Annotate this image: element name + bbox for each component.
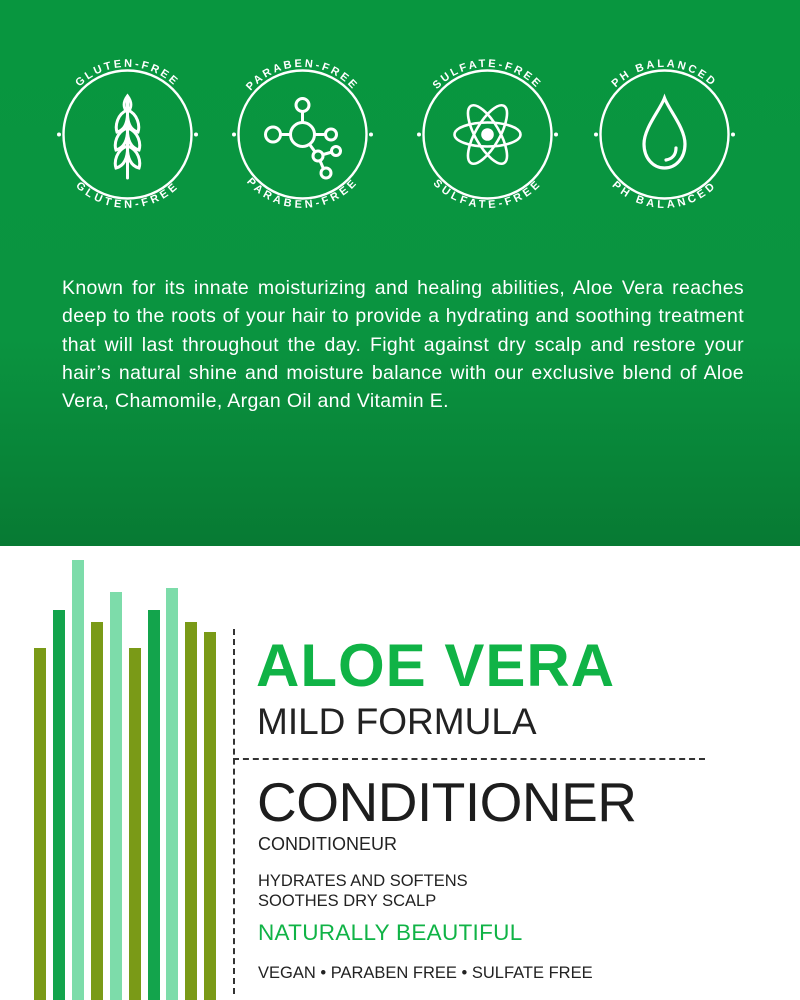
product-title: ALOE VERA [256, 632, 616, 699]
stripe [91, 622, 103, 1000]
water-drop-icon [644, 98, 685, 168]
wheat-icon [115, 96, 139, 178]
atom-icon [455, 100, 521, 169]
benefit-line: SOOTHES DRY SCALP [258, 892, 437, 910]
product-label [0, 546, 800, 1000]
stripe [148, 610, 160, 1000]
paraben-free-badge [220, 52, 385, 217]
vertical-divider [233, 629, 235, 994]
stripe [53, 610, 65, 1000]
svg-text:PARABEN-FREE [244, 58, 361, 93]
benefit-line: HYDRATES AND SOFTENS [258, 872, 468, 890]
svg-text:PH BALANCED [610, 58, 720, 90]
svg-text:PARABEN-FREE [244, 176, 361, 211]
badge-ring-text-top: PH BALANCED [609, 57, 720, 90]
stripe [129, 648, 141, 1000]
badge-ring-text-top: PARABEN-FREE [244, 57, 361, 94]
svg-text:PH BALANCED [610, 179, 720, 211]
stripe [204, 632, 216, 1000]
svg-text:SULFATE-FREE [431, 58, 545, 92]
paraben-free-badge-graphic [220, 52, 385, 217]
svg-text:SULFATE-FREE [431, 177, 545, 211]
product-type: CONDITIONER [257, 771, 637, 833]
stripe [185, 622, 197, 1000]
stripe [34, 648, 46, 1000]
stripe [166, 588, 178, 1000]
badge-ring-text-top: SULFATE-FREE [430, 57, 545, 92]
horizontal-divider [233, 758, 705, 760]
sulfate-free-badge [405, 52, 570, 217]
product-subtitle: MILD FORMULA [257, 701, 537, 742]
gluten-free-badge-graphic [45, 52, 210, 217]
ph-balanced-badge [582, 52, 747, 217]
tagline: NATURALLY BEAUTIFUL [258, 920, 523, 945]
molecule-icon [266, 99, 341, 179]
ph-balanced-badge-graphic [582, 52, 747, 217]
stripe [110, 592, 122, 1000]
gluten-free-badge [45, 52, 210, 217]
badge-ring-text-bottom: PH BALANCED [609, 179, 720, 212]
badge-ring-text-bottom: PARABEN-FREE [244, 175, 361, 212]
svg-text:GLUTEN-FREE [73, 58, 181, 89]
sulfate-free-badge-graphic [405, 52, 570, 217]
stripe [72, 560, 84, 1000]
product-type-french: CONDITIONEUR [258, 834, 397, 854]
product-description: Known for its innate moisturizing and healing abilities, Aloe Vera reaches deep to the roots of your hair to provide a hydrating and soothing treatment that will last throughout the day. Fight against dry scalp and restore your hair’s natural shine and moisture balance with our exclusive blend of Aloe Vera, Chamomile, Argan Oil and Vitamin E. [62, 277, 744, 413]
decorative-stripes [0, 546, 230, 1000]
badge-ring-text-bottom: GLUTEN-FREE [73, 179, 182, 212]
badge-ring-text-bottom: SULFATE-FREE [430, 177, 545, 212]
badge-ring-text-top: GLUTEN-FREE [73, 57, 182, 90]
claims-footer: VEGAN • PARABEN FREE • SULFATE FREE [258, 964, 593, 982]
svg-text:GLUTEN-FREE [73, 180, 181, 211]
